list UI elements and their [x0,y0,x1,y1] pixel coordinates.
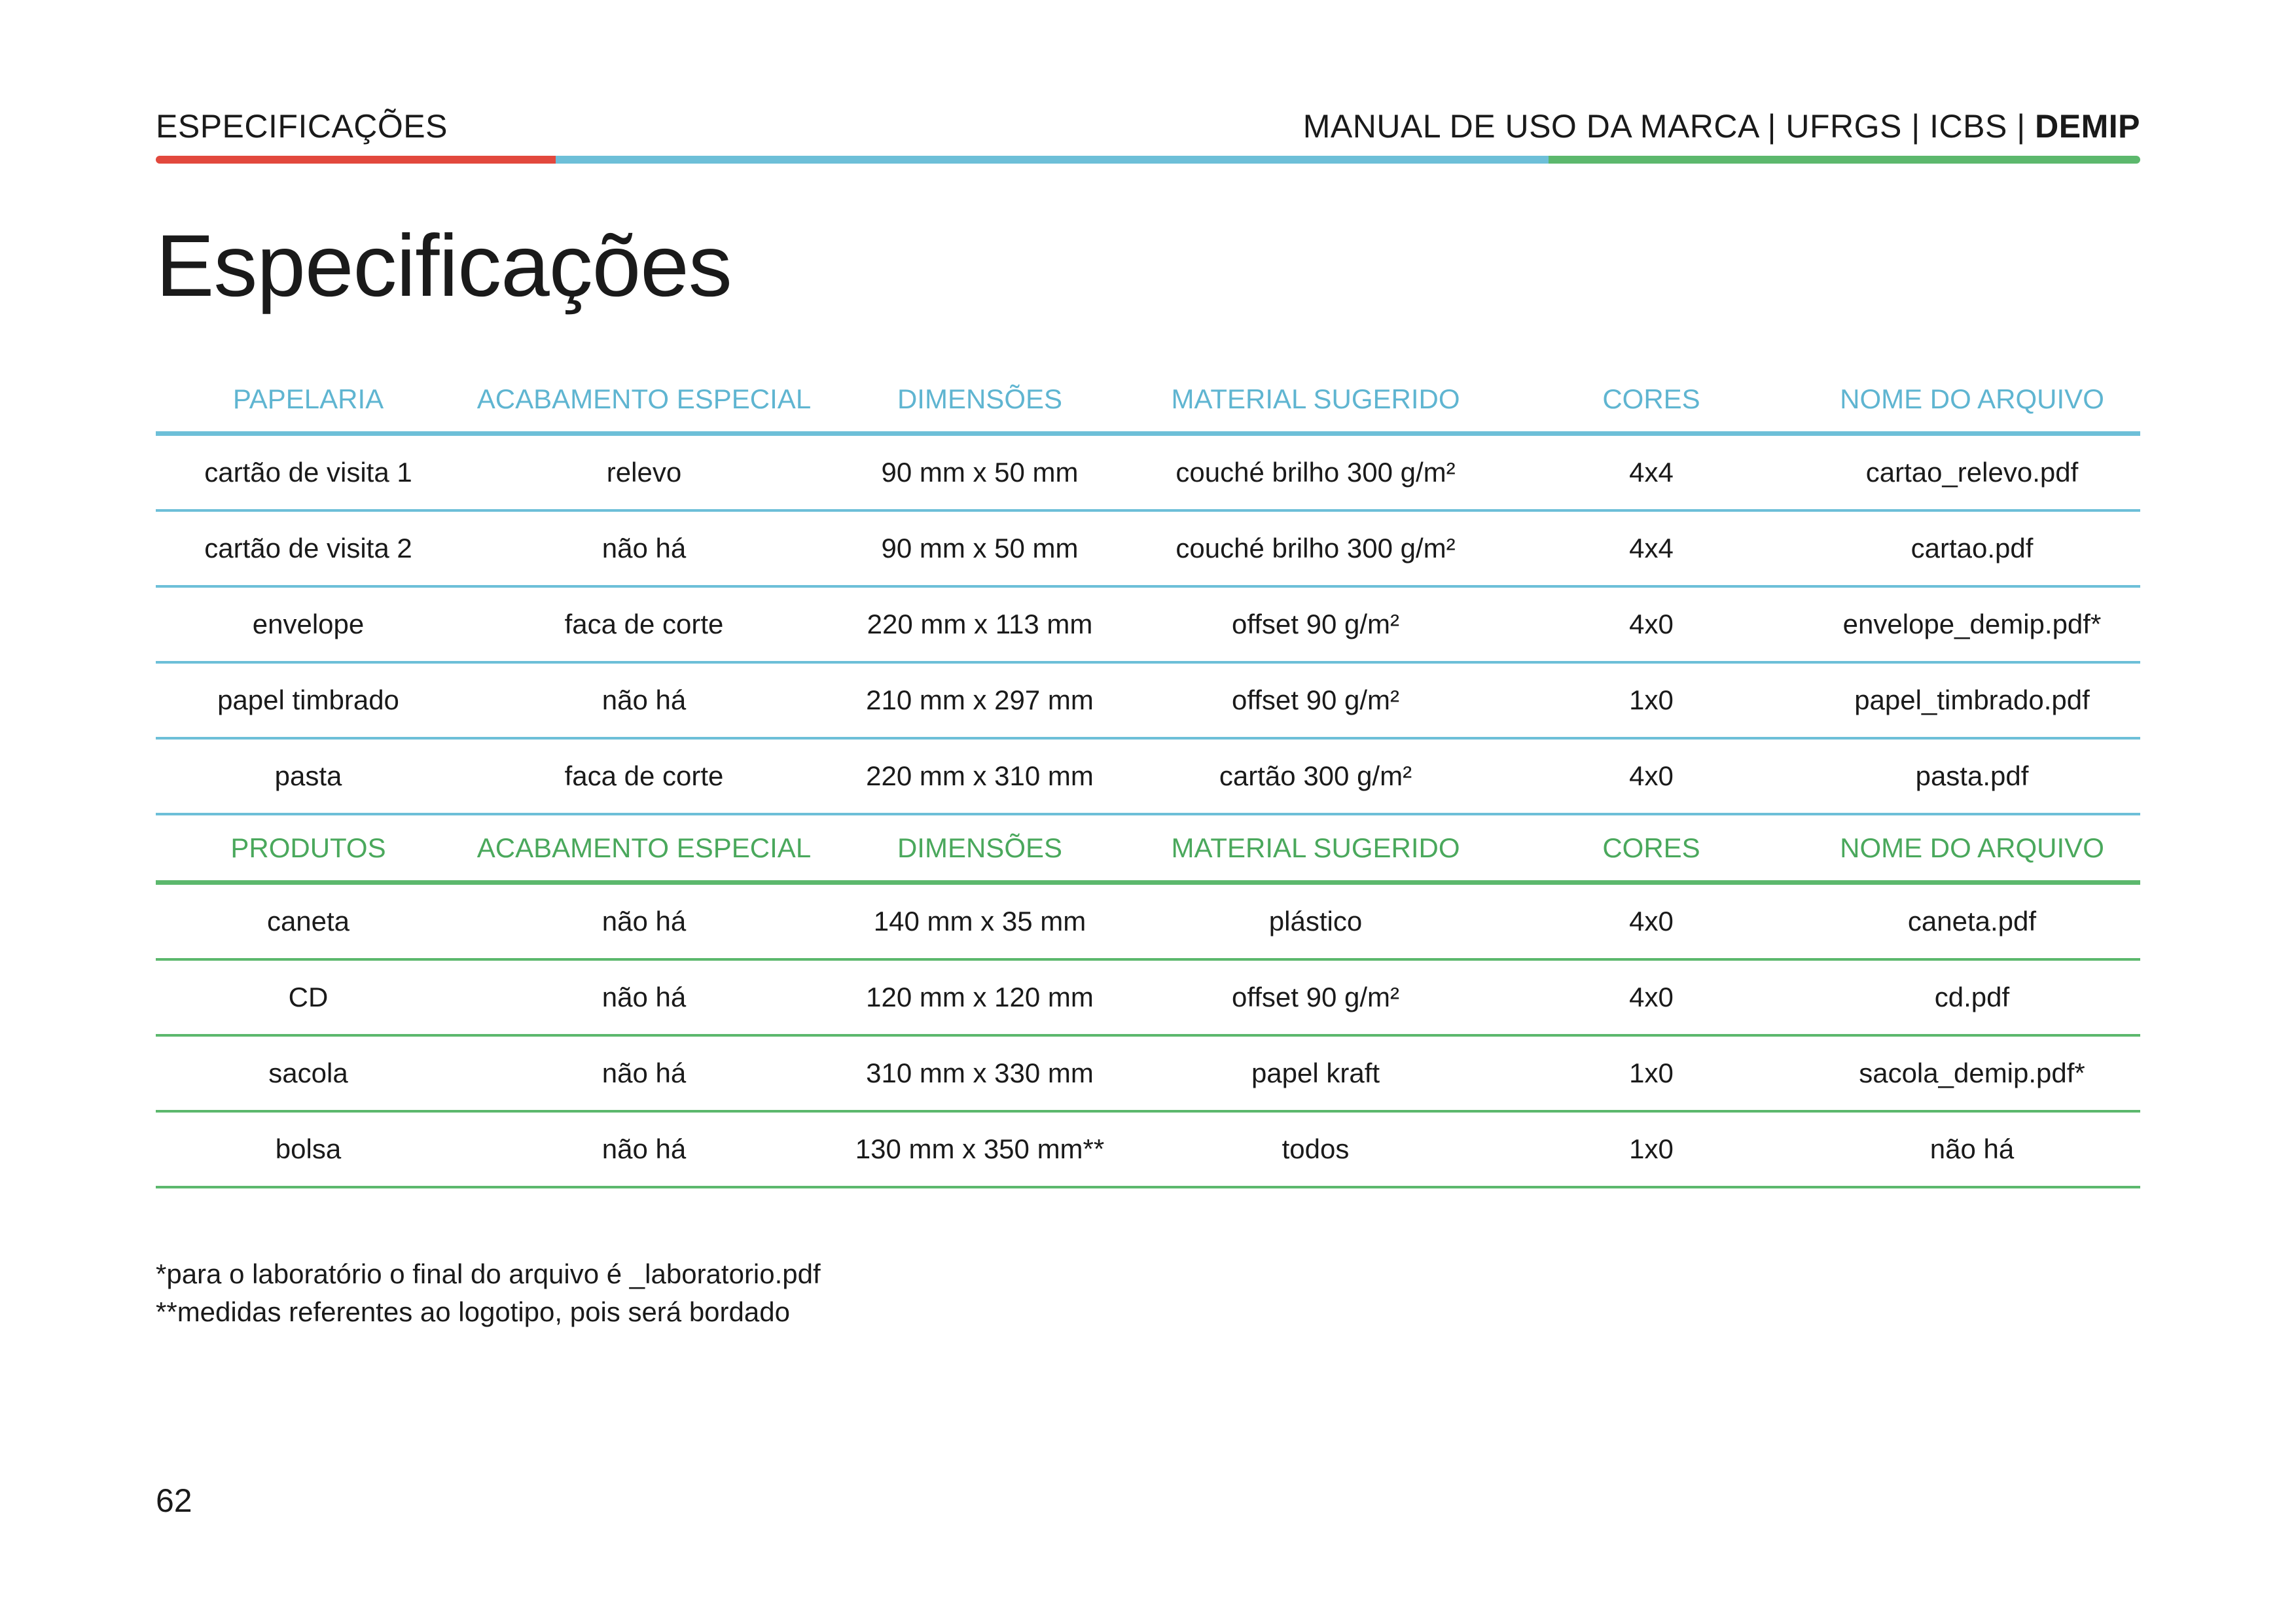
table-cell: 220 mm x 310 mm [866,760,1094,791]
table-cell: offset 90 g/m² [1231,609,1400,639]
table-cell: não há [601,1133,687,1164]
table-row [156,1037,2140,1113]
table-cell: couché brilho 300 g/m² [1175,533,1456,563]
table-cell: todos [1282,1133,1350,1164]
table-row [156,961,2140,1037]
table-row [156,436,2140,512]
specifications-table [156,366,2140,1188]
table-cell: cartão de visita 2 [204,533,412,563]
table-cell: 4x4 [1629,457,1674,488]
products-rows [156,885,2140,1188]
table-cell: 220 mm x 113 mm [867,609,1093,639]
manual-label-strong: DEMIP [2035,108,2140,145]
table-cell: relevo [606,457,682,488]
table-cell: 1x0 [1629,685,1674,715]
table-cell: bolsa [275,1133,342,1164]
table-cell: offset 90 g/m² [1231,685,1400,715]
manual-label-prefix: MANUAL DE USO DA MARCA | UFRGS | ICBS | [1302,108,2036,145]
table-row [156,664,2140,740]
header-rule-green-segment [1549,156,2140,164]
products-header-cell: CORES [1602,832,1700,863]
table-cell: não há [601,906,687,936]
table-cell: cartao.pdf [1910,533,2034,563]
table-cell: plástico [1268,906,1363,936]
table-cell: offset 90 g/m² [1231,982,1400,1012]
table-cell: 90 mm x 50 mm [881,533,1079,563]
stationery-rows [156,436,2140,815]
table-cell: 4x4 [1629,533,1674,563]
page-number: 62 [156,1482,192,1519]
table-cell: sacola_demip.pdf* [1859,1058,2085,1088]
header-rule-blue-segment [556,156,1549,164]
table-cell: não há [1929,1133,2015,1164]
table-cell: não há [601,982,687,1012]
table-row [156,1113,2140,1188]
table-cell: 120 mm x 120 mm [866,982,1094,1012]
table-cell: sacola [268,1058,348,1088]
table-cell: cartão 300 g/m² [1219,760,1412,791]
table-row [156,885,2140,961]
table-cell: 1x0 [1629,1058,1674,1088]
products-header-cell: ACABAMENTO ESPECIAL [476,832,812,863]
footnote: *para o laboratório o final do arquivo é _laboratorio.pdf [156,1258,821,1289]
stationery-header-row [156,366,2140,436]
stationery-header-cell: NOME DO ARQUIVO [1840,383,2104,414]
table-cell: cd.pdf [1934,982,2010,1012]
table-row [156,512,2140,588]
table-cell: 210 mm x 297 mm [866,685,1094,715]
manual-label [1303,107,2140,145]
stationery-header-cell: CORES [1602,383,1700,414]
table-cell: faca de corte [564,760,724,791]
table-cell: envelope [252,609,365,639]
products-header-cell: DIMENSÕES [897,832,1063,863]
table-cell: não há [601,533,687,563]
table-cell: cartao_relevo.pdf [1865,457,2079,488]
table-cell: CD [288,982,329,1012]
header-color-rule [156,156,2140,164]
table-row [156,588,2140,664]
table-cell: envelope_demip.pdf* [1842,609,2102,639]
section-label: ESPECIFICAÇÕES [156,108,448,145]
table-cell: faca de corte [564,609,724,639]
table-cell: papel_timbrado.pdf [1854,685,2090,715]
products-header-cell: MATERIAL SUGERIDO [1171,832,1460,863]
table-cell: 310 mm x 330 mm [866,1058,1094,1088]
stationery-header-cell: PAPELARIA [232,383,384,414]
table-cell: 130 mm x 350 mm** [855,1133,1105,1164]
table-cell: 90 mm x 50 mm [881,457,1079,488]
products-header-row [156,815,2140,885]
table-cell: pasta [274,760,342,791]
footnotes [156,1255,821,1331]
page-title: Especificações [156,217,732,315]
table-cell: 1x0 [1629,1133,1674,1164]
products-header-cell: NOME DO ARQUIVO [1840,832,2104,863]
table-cell: não há [601,1058,687,1088]
footnote: **medidas referentes ao logotipo, pois será bordado [156,1296,790,1327]
table-cell: 140 mm x 35 mm [873,906,1086,936]
table-cell: 4x0 [1629,906,1674,936]
stationery-header-cell: MATERIAL SUGERIDO [1171,383,1460,414]
page-header [156,105,2140,164]
table-cell: pasta.pdf [1915,760,2029,791]
table-cell: 4x0 [1629,982,1674,1012]
table-cell: papel kraft [1251,1058,1380,1088]
products-header-cell: PRODUTOS [230,832,386,863]
table-cell: cartão de visita 1 [204,457,412,488]
stationery-header-cell: DIMENSÕES [897,383,1063,414]
table-cell: não há [601,685,687,715]
table-cell: 4x0 [1629,760,1674,791]
stationery-header-cell: ACABAMENTO ESPECIAL [476,383,812,414]
header-rule-red-segment [156,156,556,164]
table-cell: caneta [266,906,350,936]
table-cell: caneta.pdf [1907,906,2037,936]
table-cell: 4x0 [1629,609,1674,639]
table-cell: papel timbrado [217,685,399,715]
table-cell: couché brilho 300 g/m² [1175,457,1456,488]
table-row [156,740,2140,815]
